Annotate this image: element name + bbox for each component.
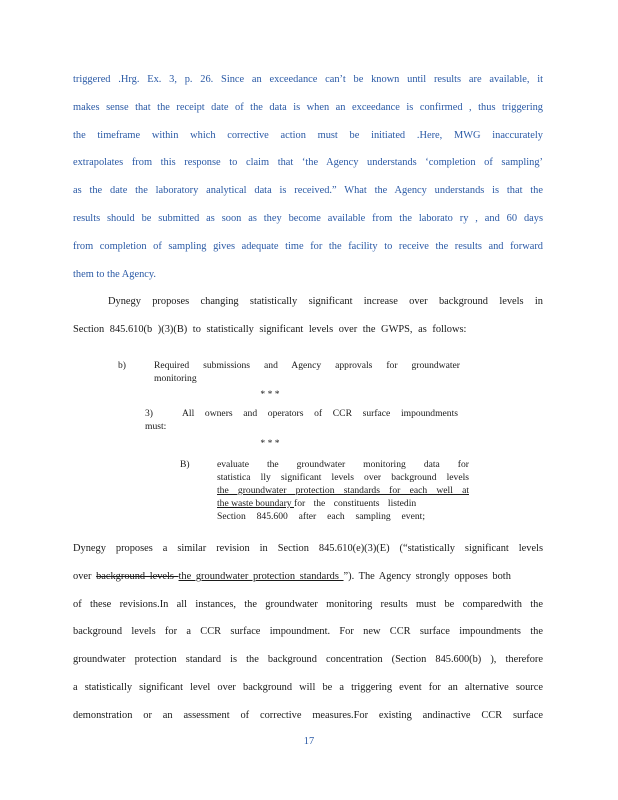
quote-text: Section 845.600 after each sampling event; bbox=[217, 511, 425, 522]
paragraph-line: them to the Agency. bbox=[73, 269, 157, 280]
quote-text: Required submissions and Agency approvals for groundwater bbox=[154, 360, 460, 371]
quote-text: statistica lly significant levels over background levels bbox=[217, 472, 469, 483]
paragraph-line: Dynegy proposes changing statistically significant increase over background levels in bbox=[108, 296, 543, 307]
paragraph-line: from completion of sampling gives adequate time for the facility to receive the results and forward bbox=[73, 241, 543, 252]
page-number: 17 bbox=[303, 736, 315, 747]
paragraph-line: the timeframe within which corrective action must be initiated .Here, MWG inaccurately bbox=[73, 130, 543, 141]
inserted-text: the groundwater protection standards bbox=[178, 571, 344, 582]
ellipsis-stars: * * * bbox=[260, 389, 280, 400]
quote-text-rest: for the constituents listedin bbox=[294, 498, 417, 509]
paragraph-line: Dynegy proposes a similar revision in Section 845.610(e)(3)(E) (“statistically significant levels bbox=[73, 543, 543, 554]
quote-text: must: bbox=[145, 421, 167, 432]
item-label-3: 3) bbox=[145, 408, 153, 419]
paragraph-line bbox=[73, 570, 543, 584]
paragraph-line: a statistically significant level over background will be a triggering event for an alternative source bbox=[73, 682, 543, 693]
paragraph-line: Section 845.610(b )(3)(B) to statistically significant levels over the GWPS, as follows: bbox=[73, 324, 467, 335]
inserted-text: the groundwater protection standards for each well at bbox=[217, 485, 469, 496]
text-segment: ”). The Agency strongly opposes both bbox=[343, 571, 511, 582]
paragraph-line: as the date the laboratory analytical data is received.” What the Agency understands is that the bbox=[73, 185, 543, 196]
item-label-B: B) bbox=[180, 459, 190, 470]
quote-text: All owners and operators of CCR surface impoundments bbox=[182, 408, 458, 419]
quote-text bbox=[217, 498, 469, 511]
paragraph-line: of these revisions.In all instances, the groundwater monitoring results must be comparedwith the bbox=[73, 599, 543, 610]
quote-text: monitoring bbox=[154, 373, 197, 384]
paragraph-line: background levels for a CCR surface impoundment. For new CCR surface impoundments the bbox=[73, 626, 543, 637]
paragraph-line: results should be submitted as soon as they become available from the laborato ry , and 60 days bbox=[73, 213, 543, 224]
text-segment: over bbox=[73, 571, 97, 582]
quote-text: evaluate the groundwater monitoring data for bbox=[217, 459, 469, 470]
paragraph-line: groundwater protection standard is the background concentration (Section 845.600(b) ), therefore bbox=[73, 654, 543, 665]
paragraph-line: demonstration or an assessment of corrective measures.For existing andinactive CCR surface bbox=[73, 710, 543, 721]
item-label-b: b) bbox=[118, 360, 126, 371]
deleted-text: background levels bbox=[96, 571, 179, 582]
inserted-text: the waste boundary bbox=[217, 498, 294, 509]
paragraph-line: extrapolates from this response to claim that ‘the Agency understands ‘completion of sampling’ bbox=[73, 157, 543, 168]
paragraph-line: makes sense that the receipt date of the data is when an exceedance is confirmed , thus triggering bbox=[73, 102, 543, 113]
ellipsis-stars: * * * bbox=[260, 438, 280, 449]
paragraph-line: triggered .Hrg. Ex. 3, p. 26. Since an exceedance can’t be known until results are available, it bbox=[73, 74, 543, 85]
